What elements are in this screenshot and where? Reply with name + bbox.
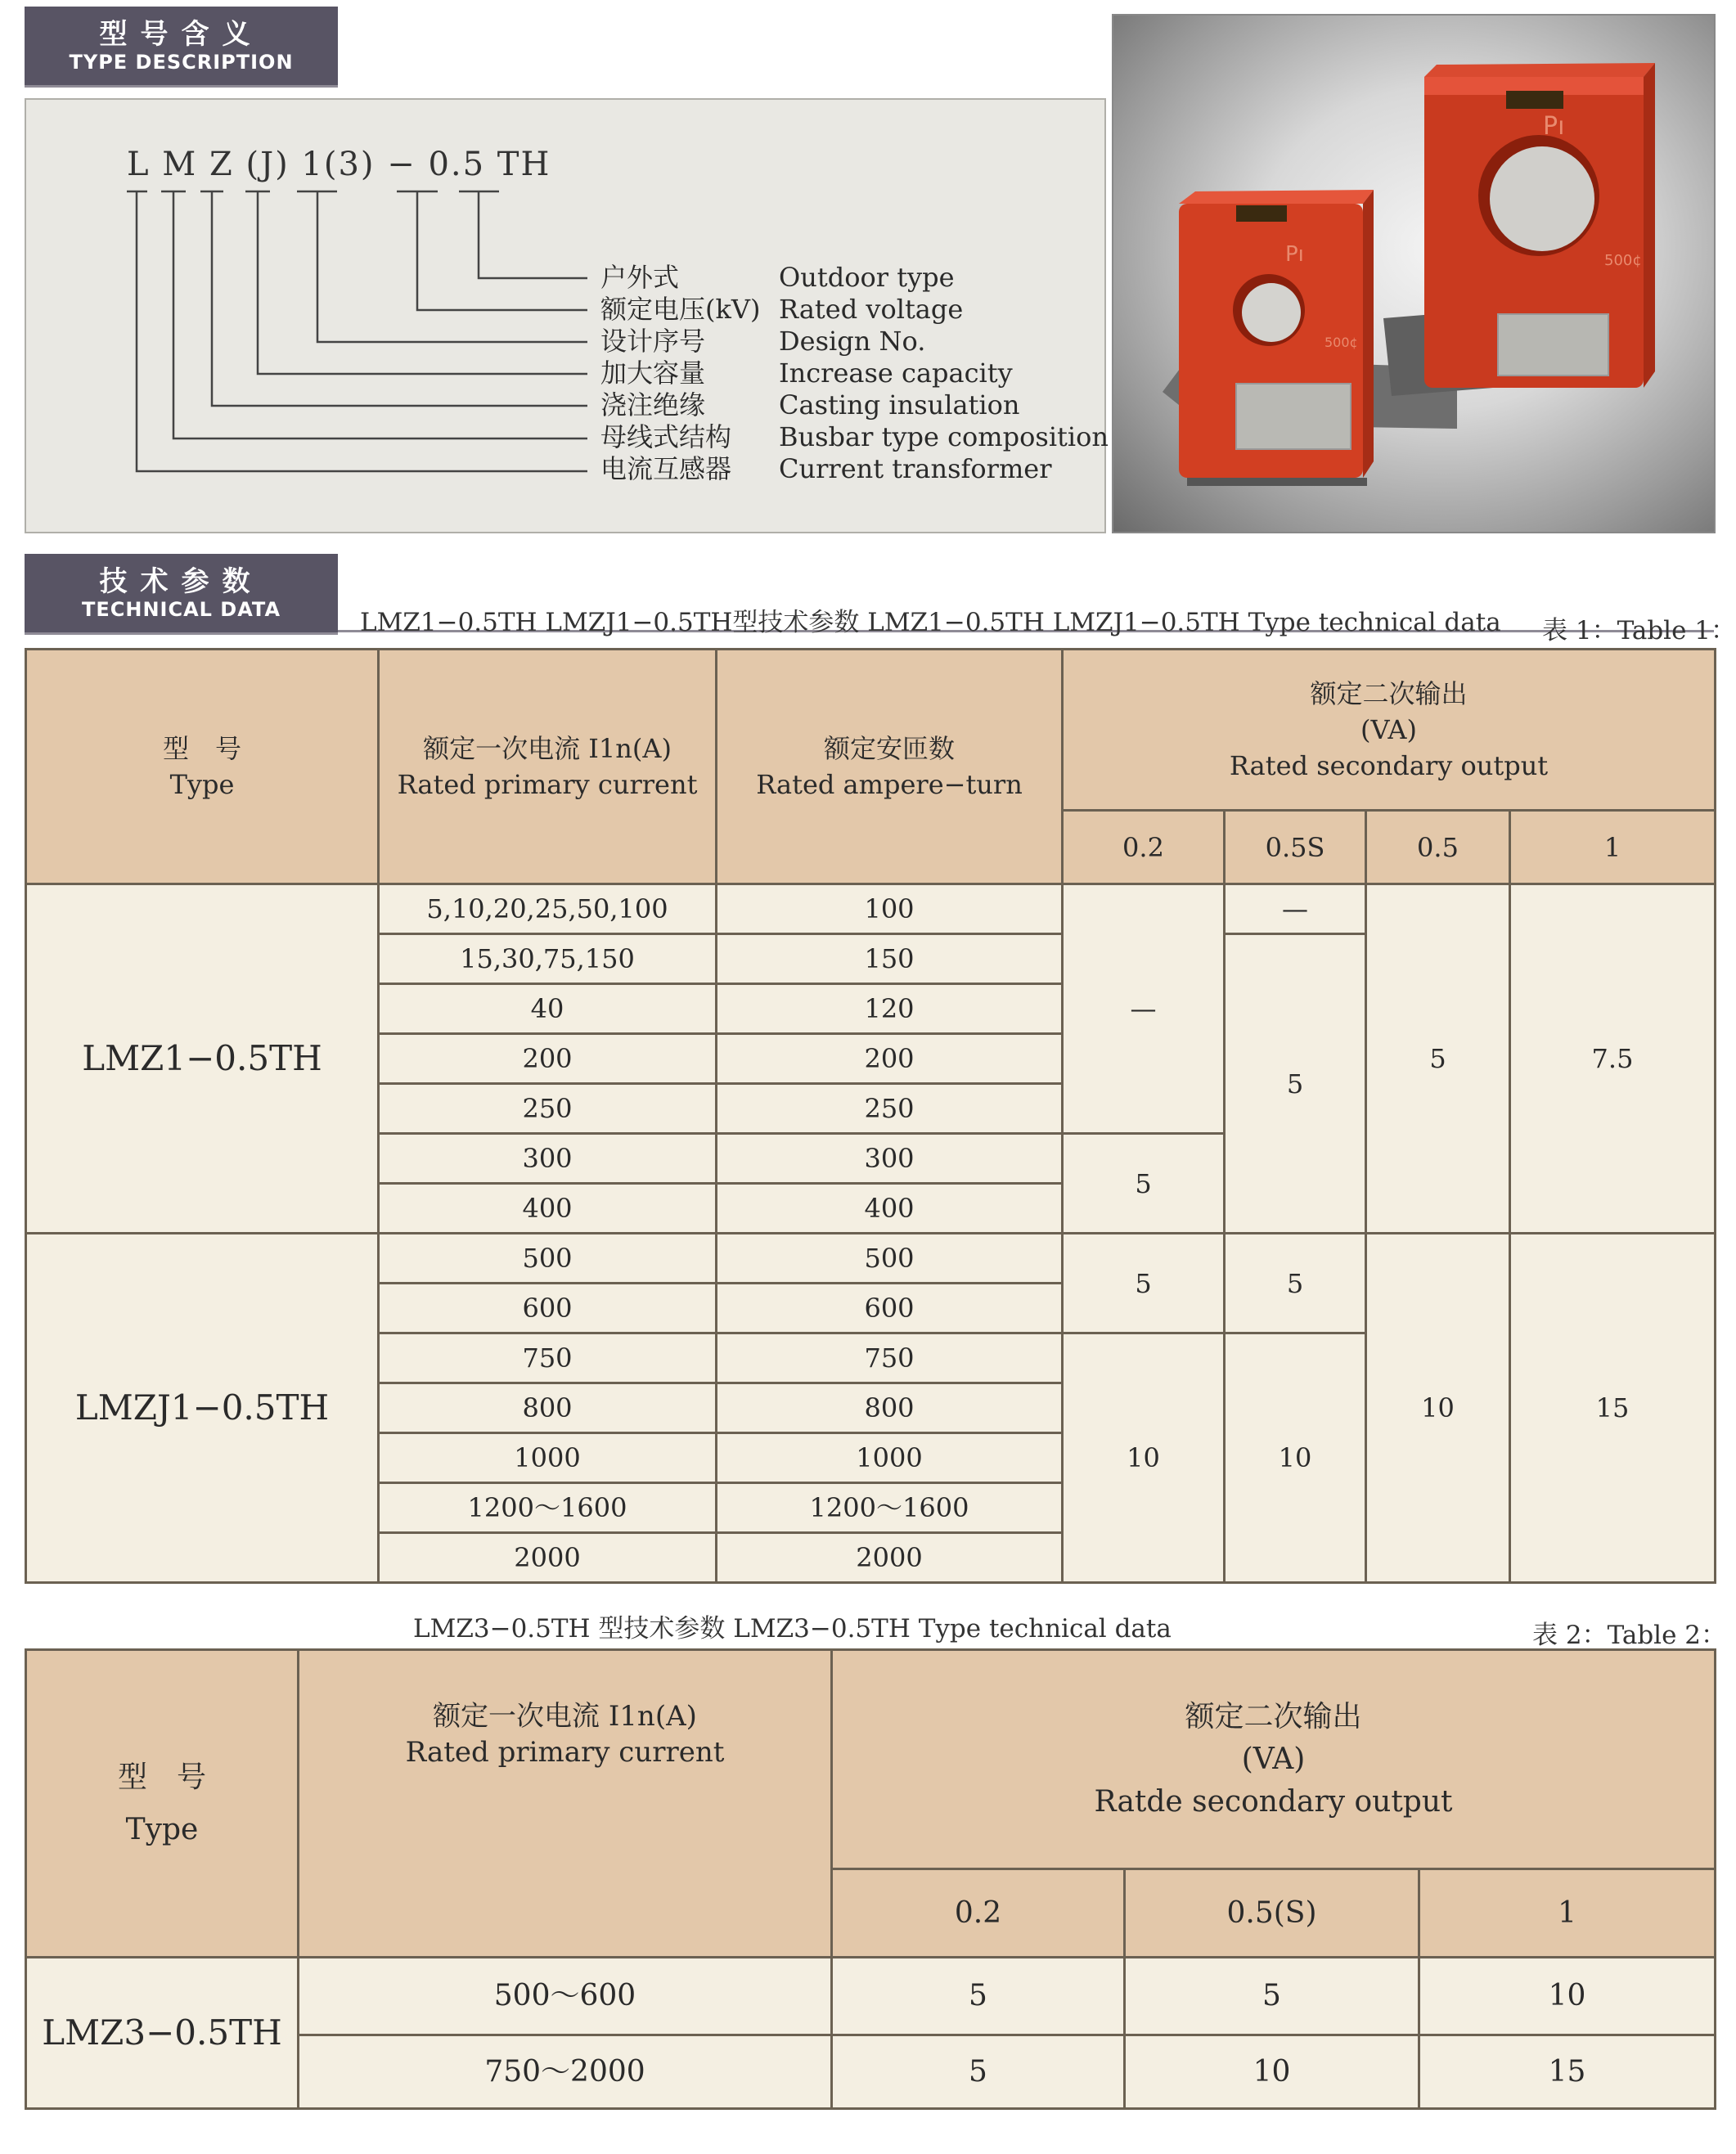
t1-type-lmz1: LMZ1−0.5TH (26, 884, 379, 1234)
t1-header-ampere-turn (717, 650, 1063, 884)
t2-current-en: Rated primary current (405, 1736, 725, 1769)
type-legend-en (779, 262, 1109, 485)
legend-cn-item: 设计序号 (600, 326, 706, 357)
t2-output-cn: 额定二次输出 (1185, 1699, 1362, 1734)
t1-current: 15,30,75,150 (379, 934, 717, 984)
t1-at-en: Rated ampere−turn (756, 769, 1023, 800)
t1-type-cn: 型 号 (162, 733, 241, 764)
t1-current: 40 (379, 984, 717, 1034)
legend-cn-item: 额定电压(kV) (600, 294, 761, 325)
t1-class: 0.5 (1366, 811, 1510, 884)
t2-header-type (26, 1650, 299, 1958)
t1-current: 250 (379, 1084, 717, 1134)
t1-output-en: Rated secondary output (1229, 750, 1549, 781)
t1-current: 600 (379, 1284, 717, 1333)
t2-class: 1 (1419, 1869, 1716, 1958)
legend-cn-item: 加大容量 (600, 358, 706, 389)
t1-current: 1000 (379, 1433, 717, 1483)
t1-header-output (1063, 650, 1716, 811)
t1-ampere-turn: 600 (717, 1284, 1063, 1333)
table1-caption: LMZ1−0.5TH LMZJ1−0.5TH型技术参数 LMZ1−0.5TH LMZJ1−0.5TH Type technical data (360, 608, 1501, 637)
t1-current: 5,10,20,25,50,100 (379, 884, 717, 934)
t1-at-cn: 额定安匝数 (823, 733, 955, 764)
t2-value: 10 (1419, 1958, 1716, 2035)
technical-data-header (25, 554, 338, 635)
product-photo (1112, 14, 1716, 533)
t2-value: 5 (832, 2035, 1125, 2109)
t1-ampere-turn: 200 (717, 1034, 1063, 1084)
t1-header-current (379, 650, 717, 884)
t1-ampere-turn: 750 (717, 1333, 1063, 1383)
technical-data-title-en: TECHNICAL DATA (81, 598, 281, 621)
t1-current-en: Rated primary current (397, 769, 698, 800)
t2-type-lmz3: LMZ3−0.5TH (26, 1958, 299, 2109)
t1-c02: — (1063, 884, 1225, 1134)
t2-header-current (299, 1650, 832, 1958)
t1-ampere-turn: 1000 (717, 1433, 1063, 1483)
t1-class: 1 (1510, 811, 1716, 884)
t1-current: 750 (379, 1333, 717, 1383)
t2-value: 10 (1125, 2035, 1419, 2109)
t1-c02: 5 (1063, 1234, 1225, 1333)
table1-label: 表 1：Table 1： (1542, 616, 1736, 645)
t1-ampere-turn: 250 (717, 1084, 1063, 1134)
type-description-title-en: TYPE DESCRIPTION (69, 51, 294, 74)
type-description-title-cn: 型号含义 (99, 18, 263, 51)
t1-ampere-turn: 2000 (717, 1533, 1063, 1583)
t1-class: 0.2 (1063, 811, 1225, 884)
t2-current: 750～2000 (299, 2035, 832, 2109)
table2 (25, 1648, 1716, 2110)
t1-ampere-turn: 300 (717, 1134, 1063, 1184)
t1-current: 300 (379, 1134, 717, 1184)
t2-output-en: Ratde secondary output (1094, 1784, 1453, 1819)
t1-current: 200 (379, 1034, 717, 1084)
small-unit-mark: Pı (1285, 242, 1304, 267)
legend-en-item: Casting insulation (779, 389, 1020, 420)
t1-c05s: 5 (1225, 934, 1366, 1234)
t1-header-type (26, 650, 379, 884)
t1-current: 800 (379, 1383, 717, 1433)
table2-label: 表 2：Table 2： (1532, 1621, 1727, 1650)
t2-type-en: Type (125, 1812, 199, 1846)
t1-type-en: Type (169, 769, 235, 800)
t1-ampere-turn: 500 (717, 1234, 1063, 1284)
t1-current: 1200～1600 (379, 1483, 717, 1533)
legend-en-item: Current transformer (779, 453, 1052, 484)
t1-ampere-turn: 800 (717, 1383, 1063, 1433)
t1-ampere-turn: 120 (717, 984, 1063, 1034)
t2-value: 5 (1125, 1958, 1419, 2035)
t2-current: 500～600 (299, 1958, 832, 2035)
t1-ampere-turn: 150 (717, 934, 1063, 984)
t2-class: 0.2 (832, 1869, 1125, 1958)
t2-value: 5 (832, 1958, 1125, 2035)
legend-cn-item: 母线式结构 (600, 421, 732, 452)
legend-en-item: Rated voltage (779, 294, 964, 325)
t2-type-cn: 型 号 (117, 1760, 206, 1794)
t2-header-output (832, 1650, 1716, 1869)
t2-class: 0.5(S) (1125, 1869, 1419, 1958)
legend-cn-item: 浇注绝缘 (600, 389, 706, 420)
t1-ampere-turn: 100 (717, 884, 1063, 934)
legend-en-item: Outdoor type (779, 262, 955, 293)
t1-current: 500 (379, 1234, 717, 1284)
type-legend-cn (600, 262, 760, 485)
large-unit-mark: Pı (1543, 112, 1565, 141)
t1-type-lmzj1: LMZJ1−0.5TH (26, 1234, 379, 1583)
t1-current: 400 (379, 1184, 717, 1234)
t1-class: 0.5S (1225, 811, 1366, 884)
t1-current: 2000 (379, 1533, 717, 1583)
legend-en-item: Busbar type composition (779, 421, 1109, 452)
t2-current-cn: 额定一次电流 I1n(A) (433, 1700, 697, 1733)
t1-output-unit: (VA) (1360, 714, 1417, 745)
table1 (25, 648, 1716, 1584)
t2-output-unit: (VA) (1241, 1742, 1306, 1776)
current-transformer-illustration (1113, 16, 1716, 533)
t1-c05s: 10 (1225, 1333, 1366, 1583)
technical-data-title-cn: 技术参数 (99, 565, 263, 598)
t1-current-cn: 额定一次电流 I1n(A) (423, 733, 672, 764)
legend-en-item: Design No. (779, 326, 926, 357)
t1-ampere-turn: 400 (717, 1184, 1063, 1234)
table2-caption: LMZ3−0.5TH 型技术参数 LMZ3−0.5TH Type technical data (413, 1614, 1172, 1644)
t2-value: 15 (1419, 2035, 1716, 2109)
t1-c05: 10 (1366, 1234, 1510, 1583)
t1-c1: 7.5 (1510, 884, 1716, 1234)
small-unit-badge: 500¢ (1324, 335, 1358, 350)
t1-c05s: 5 (1225, 1234, 1366, 1333)
t1-ampere-turn: 1200～1600 (717, 1483, 1063, 1533)
large-unit-badge: 500¢ (1604, 252, 1642, 269)
t1-c05s: — (1225, 884, 1366, 934)
type-code: L M Z (J) 1(3) − 0.5 TH (127, 146, 551, 183)
legend-cn-item: 电流互感器 (600, 453, 732, 484)
t1-c1: 15 (1510, 1234, 1716, 1583)
t1-c05: 5 (1366, 884, 1510, 1234)
t1-c02: 10 (1063, 1333, 1225, 1583)
t1-output-cn: 额定二次输出 (1310, 678, 1468, 709)
t1-c02: 5 (1063, 1134, 1225, 1234)
legend-en-item: Increase capacity (779, 358, 1013, 389)
legend-cn-item: 户外式 (600, 262, 680, 293)
